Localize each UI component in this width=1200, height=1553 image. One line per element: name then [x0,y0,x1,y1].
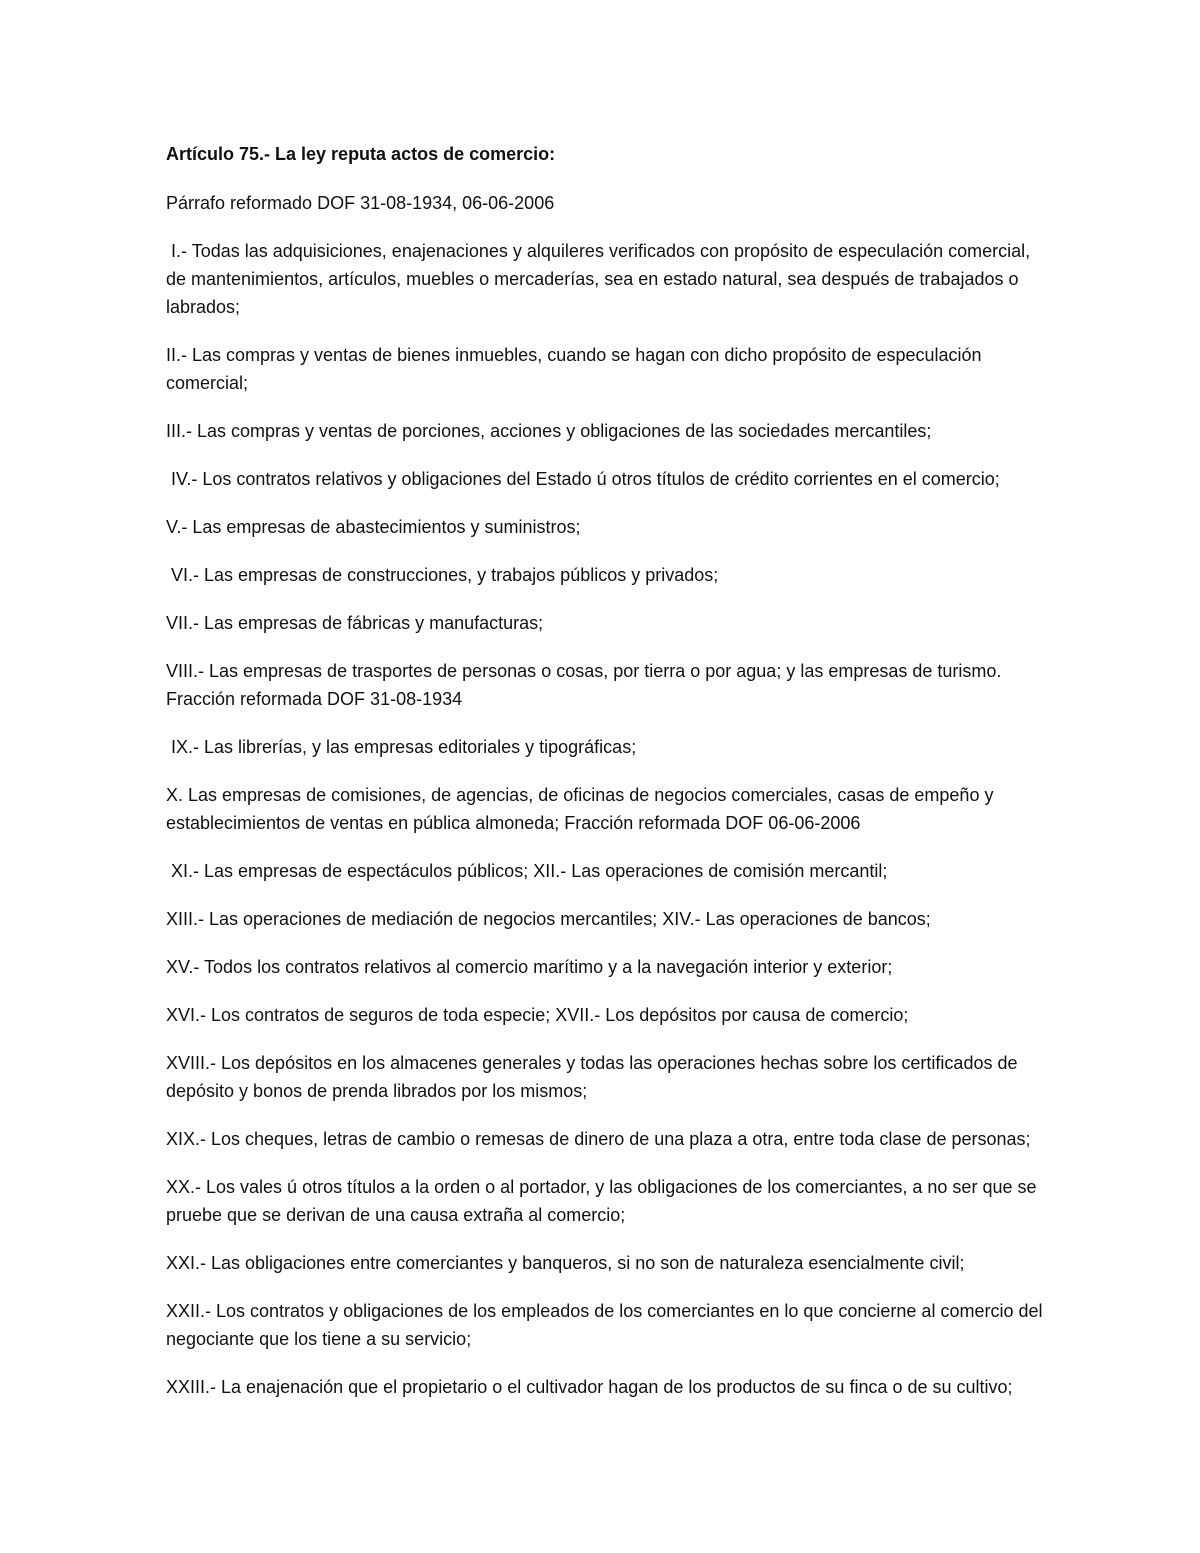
fraction-vi: VI.- Las empresas de construcciones, y trabajos públicos y privados; [166,565,719,585]
article-heading: Artículo 75.- La ley reputa actos de comercio: [166,144,556,164]
fraction-xxii: XXII.- Los contratos y obligaciones de los empleados de los comerciantes en lo que concierne al comercio del negociante que los tiene a su servicio; [166,1301,1048,1349]
fraction-xiii-xiv: XIII.- Las operaciones de mediación de negocios mercantiles; XIV.- Las operaciones de bancos; [166,909,931,929]
fraction-xi-xii: XI.- Las empresas de espectáculos públicos; XII.- Las operaciones de comisión mercantil; [166,861,888,881]
fraction-xvi-xvii: XVI.- Los contratos de seguros de toda especie; XVII.- Los depósitos por causa de comercio; [166,1005,909,1025]
fraction-iv: IV.- Los contratos relativos y obligaciones del Estado ú otros títulos de crédito corrientes en el comercio; [166,469,1000,489]
fraction-viii: VIII.- Las empresas de trasportes de personas o cosas, por tierra o por agua; y las empresas de turismo. Fracción reformada DOF 31-08-1934 [166,661,1007,709]
fraction-vii: VII.- Las empresas de fábricas y manufacturas; [166,613,544,633]
fraction-xix: XIX.- Los cheques, letras de cambio o remesas de dinero de una plaza a otra, entre toda clase de personas; [166,1129,1031,1149]
amendment-note: Párrafo reformado DOF 31-08-1934, 06-06-2006 [166,193,555,213]
fraction-i: I.- Todas las adquisiciones, enajenaciones y alquileres verificados con propósito de especulación comercial, de mantenimientos, artículos, muebles o mercaderías, sea en estado natural, sea después de trabajados o labrados; [166,241,1036,317]
fraction-xx: XX.- Los vales ú otros títulos a la orden o al portador, y las obligaciones de los comerciantes, a no ser que se pruebe que se derivan de una causa extraña al comercio; [166,1177,1042,1225]
fraction-iii: III.- Las compras y ventas de porciones, acciones y obligaciones de las sociedades mercantiles; [166,421,932,441]
fraction-xv: XV.- Todos los contratos relativos al comercio marítimo y a la navegación interior y exterior; [166,957,893,977]
fraction-v: V.- Las empresas de abastecimientos y suministros; [166,517,581,537]
fraction-xxiii: XXIII.- La enajenación que el propietario o el cultivador hagan de los productos de su finca o de su cultivo; [166,1377,1013,1397]
fraction-x: X. Las empresas de comisiones, de agencias, de oficinas de negocios comerciales, casas de empeño y establecimientos de ventas en pública almoneda; Fracción reformada DOF 06-06-2006 [166,785,999,833]
document-body [166,140,1046,1421]
fraction-xviii: XVIII.- Los depósitos en los almacenes generales y todas las operaciones hechas sobre los certificados de depósito y bonos de prenda librados por los mismos; [166,1053,1023,1101]
fraction-xxi: XXI.- Las obligaciones entre comerciantes y banqueros, si no son de naturaleza esencialmente civil; [166,1253,965,1273]
fraction-ii: II.- Las compras y ventas de bienes inmuebles, cuando se hagan con dicho propósito de especulación comercial; [166,345,987,393]
fraction-ix: IX.- Las librerías, y las empresas editoriales y tipográficas; [166,737,637,757]
